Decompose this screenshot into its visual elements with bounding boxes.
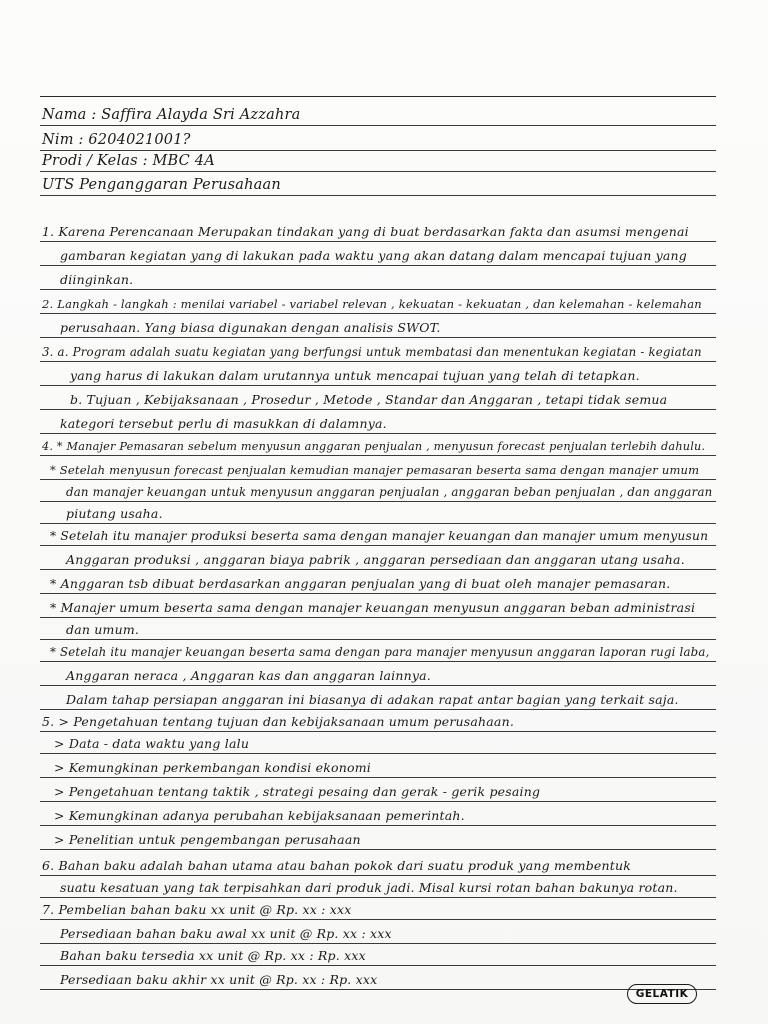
header-text: Nim : 6204021001? — [42, 132, 191, 148]
answer-line — [40, 778, 716, 802]
answer-text: > Penelitian untuk pengembangan perusahaan — [54, 832, 361, 847]
answer-line — [40, 456, 716, 480]
answer-line — [40, 942, 716, 966]
answer-text: dan manajer keuangan untuk menyusun anggaran penjualan , anggaran beban penjualan , dan anggaran — [66, 485, 713, 499]
answer-line — [40, 266, 716, 290]
answer-text: Bahan baku tersedia xx unit @ Rp. xx : Rp. xxx — [60, 948, 366, 963]
answer-line — [40, 802, 716, 826]
brand-stamp: GELATIK — [627, 984, 697, 1004]
answer-line — [40, 662, 716, 686]
answer-text: diinginkan. — [60, 272, 134, 287]
header-line — [40, 102, 716, 126]
answer-text: 2. Langkah - langkah : menilai variabel - variabel relevan , kekuatan - kekuatan , dan kelemahan - kelemahan — [42, 297, 702, 311]
answer-line — [40, 730, 716, 754]
answer-line — [40, 242, 716, 266]
header-text: Prodi / Kelas : MBC 4A — [42, 153, 215, 169]
answer-text: 6. Bahan baku adalah bahan utama atau bahan pokok dari suatu produk yang membentuk — [42, 858, 632, 873]
answer-text: * Manajer umum beserta sama dengan manajer keuangan menyusun anggaran beban administrasi — [50, 600, 696, 615]
answer-text: > Data - data waktu yang lalu — [54, 736, 250, 751]
answer-line — [40, 826, 716, 850]
answer-line — [40, 432, 716, 456]
answer-line — [40, 594, 716, 618]
header-text: UTS Penganggaran Perusahaan — [42, 177, 281, 193]
answer-line — [40, 478, 716, 502]
answer-text: Persediaan bahan baku awal xx unit @ Rp. xx : xxx — [60, 926, 392, 941]
answer-text: Anggaran produksi , anggaran biaya pabrik , anggaran persediaan dan anggaran utang usaha. — [66, 552, 685, 567]
answer-line — [40, 362, 716, 386]
answer-text: gambaran kegiatan yang di lakukan pada waktu yang akan datang dalam mencapai tujuan yang — [60, 248, 687, 263]
answer-text: dan umum. — [66, 622, 140, 637]
answer-text: > Kemungkinan adanya perubahan kebijaksanaan pemerintah. — [54, 808, 465, 823]
answer-text: * Setelah itu manajer produksi beserta sama dengan manajer keuangan dan manajer umum menyusun — [50, 529, 709, 543]
answer-text: * Setelah menyusun forecast penjualan kemudian manajer pemasaran beserta sama dengan manajer umum — [50, 463, 700, 477]
answer-line — [40, 616, 716, 640]
answer-text: perusahaan. Yang biasa digunakan dengan analisis SWOT. — [60, 320, 441, 335]
answer-line — [40, 966, 716, 990]
answer-line — [40, 522, 716, 546]
answer-text: 4. * Manajer Pemasaran sebelum menyusun anggaran penjualan , menyusun forecast penjualan terlebih dahulu. — [42, 440, 706, 453]
answer-text: 3. a. Program adalah suatu kegiatan yang berfungsi untuk membatasi dan menentukan kegiatan - kegiatan — [42, 345, 702, 359]
header-line — [40, 172, 716, 196]
answer-text: * Setelah itu manajer keuangan beserta sama dengan para manajer menyusun anggaran laporan rugi laba, — [50, 645, 710, 659]
answer-text: 1. Karena Perencanaan Merupakan tindakan yang di buat berdasarkan fakta dan asumsi mengenai — [42, 224, 689, 239]
answer-line — [40, 686, 716, 710]
answer-line — [40, 570, 716, 594]
answer-text: piutang usaha. — [66, 506, 163, 521]
answer-line — [40, 500, 716, 524]
answer-line — [40, 410, 716, 434]
answer-text: * Anggaran tsb dibuat berdasarkan anggaran penjualan yang di buat oleh manajer pemasaran. — [50, 576, 671, 591]
answer-text: Anggaran neraca , Anggaran kas dan anggaran lainnya. — [66, 668, 431, 683]
answer-line — [40, 852, 716, 876]
answer-text: > Pengetahuan tentang taktik , strategi pesaing dan gerak - gerik pesaing — [54, 784, 541, 799]
answer-line — [40, 386, 716, 410]
answer-line — [40, 290, 716, 314]
answer-line — [40, 896, 716, 920]
answer-text: yang harus di lakukan dalam urutannya untuk mencapai tujuan yang telah di tetapkan. — [70, 368, 640, 383]
answer-line — [40, 314, 716, 338]
answer-text: Persediaan baku akhir xx unit @ Rp. xx : Rp. xxx — [60, 972, 378, 987]
answer-text: 7. Pembelian bahan baku xx unit @ Rp. xx : xxx — [42, 902, 352, 917]
answer-text: 5. > Pengetahuan tentang tujuan dan kebijaksanaan umum perusahaan. — [42, 714, 514, 729]
answer-text: kategori tersebut perlu di masukkan di dalamnya. — [60, 416, 387, 431]
answer-text: b. Tujuan , Kebijaksanaan , Prosedur , Metode , Standar dan Anggaran , tetapi tidak semua — [70, 392, 668, 407]
answer-line — [40, 708, 716, 732]
answer-line — [40, 546, 716, 570]
answer-line — [40, 218, 716, 242]
header-text: Nama : Saffira Alayda Sri Azzahra — [42, 107, 301, 123]
answer-line — [40, 338, 716, 362]
answer-line — [40, 874, 716, 898]
answer-line — [40, 920, 716, 944]
answer-text: Dalam tahap persiapan anggaran ini biasanya di adakan rapat antar bagian yang terkait saja. — [66, 692, 679, 707]
answer-text: suatu kesatuan yang tak terpisahkan dari produk jadi. Misal kursi rotan bahan bakunya rotan. — [60, 880, 678, 895]
header-line — [40, 148, 716, 172]
answer-line — [40, 754, 716, 778]
answer-text: > Kemungkinan perkembangan kondisi ekonomi — [54, 760, 371, 775]
answer-line — [40, 638, 716, 662]
